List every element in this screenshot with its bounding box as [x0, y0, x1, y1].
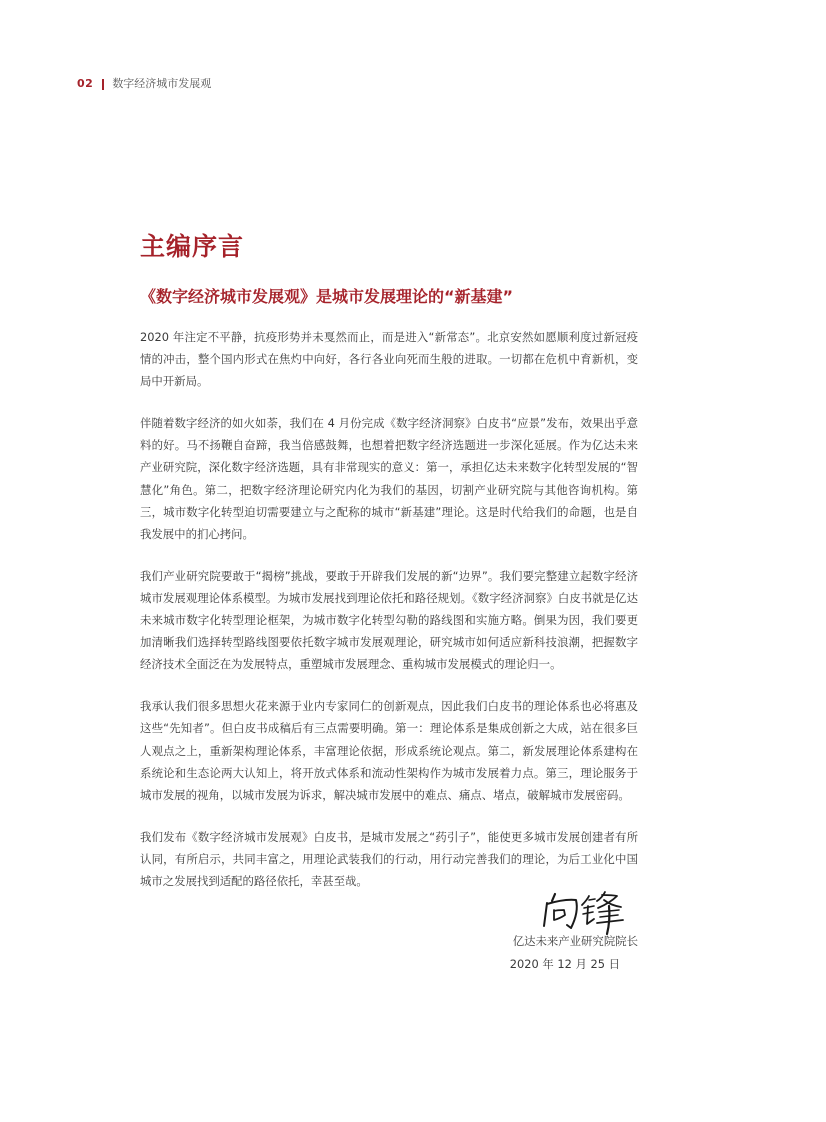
- handwritten-signature: [541, 886, 637, 936]
- page-subtitle: 《数字经济城市发展观》是城市发展理论的“新基建”: [140, 287, 514, 306]
- page-number: 02: [77, 77, 94, 90]
- body-paragraph: 我们发布《数字经济城市发展观》白皮书，是城市发展之“药引子”，能使更多城市发展创建者有所认同，有所启示，共同丰富之，用理论武装我们的行动，用行动完善我们的理论，为后工业化中国城市之发展找到适配的路径依托，幸甚至哉。: [140, 829, 638, 888]
- body-paragraph: 伴随着数字经济的如火如荼，我们在 4 月份完成《数字经济洞察》白皮书“应景”发布，效果出乎意料的好。马不扬鞭自奋蹄，我当倍感鼓舞，也想着把数字经济选题进一步深化延展。作为亿达未来产业研究院，深化数字经济选题，具有非常现实的意义：第一，承担亿达未来数字化转型发展的“智慧化”角色。第二，把数字经济理论研究内化为我们的基因，切割产业研究院与其他咨询机构。第三，城市数字化转型迫切需要建立与之配称的城市“新基建”理论。这是时代给我们的命题，也是自我发展中的扪心拷问。: [140, 416, 638, 541]
- page-title: 主编序言: [140, 232, 245, 261]
- preface-body: [140, 326, 638, 912]
- running-header: [77, 76, 211, 92]
- author-title: 亿达未来产业研究院院长: [512, 934, 638, 948]
- body-paragraph: 2020 年注定不平静，抗疫形势并未戛然而止，而是进入“新常态”。北京安然如愿顺利度过新冠疫情的冲击，整个国内形式在焦灼中向好，各行各业向死而生般的进取。一切都在危机中育新机，变局中开新局。: [140, 330, 638, 389]
- signature-date: 2020 年 12 月 25 日: [509, 957, 620, 971]
- header-divider: [102, 79, 104, 90]
- body-paragraph: 我承认我们很多思想火花来源于业内专家同仁的创新观点，因此我们白皮书的理论体系也必将惠及这些“先知者”。但白皮书成稿后有三点需要明确。第一：理论体系是集成创新之大成，站在很多巨人观点之上，重新架构理论体系，丰富理论依据，形成系统论观点。第二，新发展理论体系建构在系统论和生态论两大认知上，将开放式体系和流动性架构作为城市发展着力点。第三，理论服务于城市发展的视角，以城市发展为诉求，解决城市发展中的难点、痛点、堵点，破解城市发展密码。: [140, 699, 638, 802]
- running-header-title: 数字经济城市发展观: [112, 77, 212, 90]
- body-paragraph: 我们产业研究院要敢于“揭榜”挑战，要敢于开辟我们发展的新“边界”。我们要完整建立起数字经济城市发展观理论体系模型。为城市发展找到理论依托和路径规划。《数字经济洞察》白皮书就是亿达未来城市数字化转型理论框架，为城市数字化转型勾勒的路线图和实施方略。倒果为因，我们要更加清晰我们选择转型路线图要依托数字城市发展观理论，研究城市如何适应新科技浪潮，把握数字经济技术全面泛在为发展特点，重塑城市发展理念、重构城市发展模式的理论归一。: [140, 568, 638, 672]
